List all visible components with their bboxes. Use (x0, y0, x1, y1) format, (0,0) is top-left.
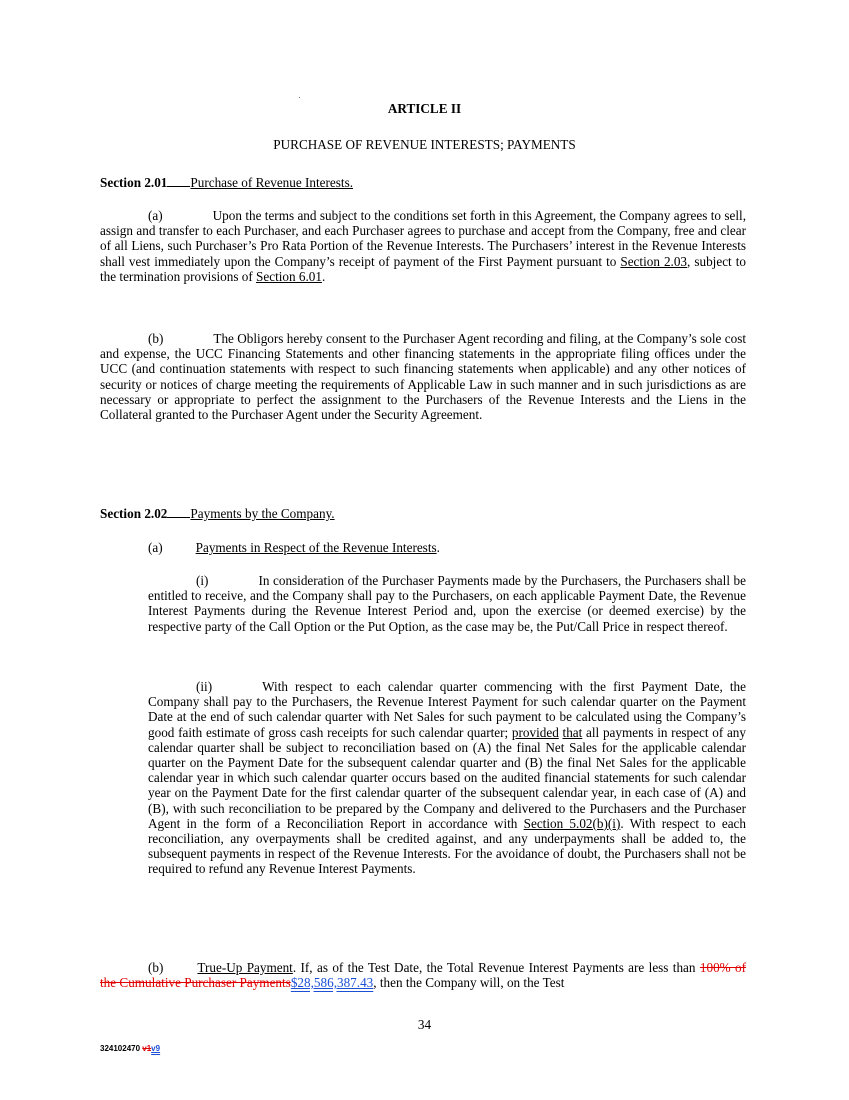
cross-reference: Section 5.02(b)(i) (523, 815, 621, 831)
article-subtitle: PURCHASE OF REVENUE INTERESTS; PAYMENTS (273, 137, 576, 152)
section-number: Section 2.02 (100, 506, 168, 521)
inserted-version: v9 (151, 1044, 161, 1053)
deleted-version: v1 (142, 1044, 152, 1053)
section-title: Purchase of Revenue Interests. (190, 175, 353, 190)
document-id: 324102470 v1v9 (100, 1044, 161, 1053)
cross-reference: Section 6.01 (256, 268, 322, 284)
page-number: 34 (417, 1017, 432, 1032)
stray-dot (299, 97, 300, 98)
section-title: Payments by the Company. (190, 506, 335, 521)
paragraph-2-02-a-heading: (a) Payments in Respect of the Revenue Interests. (148, 540, 440, 555)
section-2-02-heading (100, 506, 335, 521)
cross-reference: Section 2.03 (620, 253, 688, 269)
deleted-text: 100% of the Cumulative Purchaser Payments (100, 960, 746, 991)
paragraph-2-02-a-ii: (ii) With respect to each calendar quarter commencing with the first Payment Date, the Company shall pay to the Purchasers, the Revenue Interest Payment for such calendar quarter on the Payment Date at the end of such calendar quarter with Net Sales for such payment to be calculated using the Company’s good faith estimate of gross cash receipts for such calendar quarter; provided that all payments in respect of any calendar quarter shall be subject to reconciliation based on (A) the final Net Sales for the applicable calendar quarter on the Payment Date for the subsequent calendar quarter and (B) the final Net Sales for the applicable calendar year in which such calendar quarter occurs based on the audited financial statements for such calendar year on the Payment Date for the first calendar quarter of the subsequent calendar year, in each case of (A) and (B), with such reconciliation to be prepared by the Company and delivered to the Purchasers and the Purchaser Agent in the form of a Reconciliation Report in accordance with Section 5.02(b)(i). With respect to each reconciliation, any overpayments shall be credited against, and any underpayments shall be added to, the subsequent payments in respect of the Revenue Interests. For the avoidance of doubt, the Purchasers shall not be required to refund any Revenue Interest Payments. (148, 679, 746, 877)
paragraph-2-02-b: (b) True-Up Payment. If, as of the Test Date, the Total Revenue Interest Payments are less than 100% of the Cumulative Purchaser Payments$28,586,387.43, then the Company will, on the Test (100, 960, 746, 991)
article-title: ARTICLE II (387, 101, 462, 116)
inserted-text: $28,586,387.43 (290, 975, 374, 991)
paragraph-2-01-b: (b) The Obligors hereby consent to the Purchaser Agent recording and filing, at the Company’s sole cost and expense, the UCC Financing Statements and other financing statements in the appropriate filing offices under the UCC (and continuation statements with respect to such financing statements when applicable) and any other notices of security or notices of charge meeting the requirements of Applicable Law in such manner and in such jurisdictions as are necessary or appropriate to perfect the assignment to the Purchasers of the Revenue Interests and the Liens in the Collateral granted to the Purchaser Agent under the Security Agreement. (100, 331, 746, 423)
section-2-01-heading (100, 175, 353, 190)
paragraph-2-02-a-i: (i) In consideration of the Purchaser Payments made by the Purchasers, the Purchasers shall be entitled to receive, and the Company shall pay to the Purchasers, on each applicable Payment Date, the Revenue Interest Payments during the Revenue Interest Period and, upon the exercise (or deemed exercise) by the respective party of the Call Option or the Put Option, as the case may be, the Put/Call Price in respect thereof. (148, 573, 746, 634)
section-number: Section 2.01 (100, 175, 168, 190)
paragraph-2-01-a: (a) Upon the terms and subject to the conditions set forth in this Agreement, the Company agrees to sell, assign and transfer to each Purchaser, and each Purchaser agrees to purchase and accept from the Company, free and clear of all Liens, such Purchaser’s Pro Rata Portion of the Revenue Interests. The Purchasers’ interest in the Revenue Interests shall vest immediately upon the Company’s receipt of payment of the First Payment pursuant to Section 2.03, subject to the termination provisions of Section 6.01. (100, 208, 746, 284)
